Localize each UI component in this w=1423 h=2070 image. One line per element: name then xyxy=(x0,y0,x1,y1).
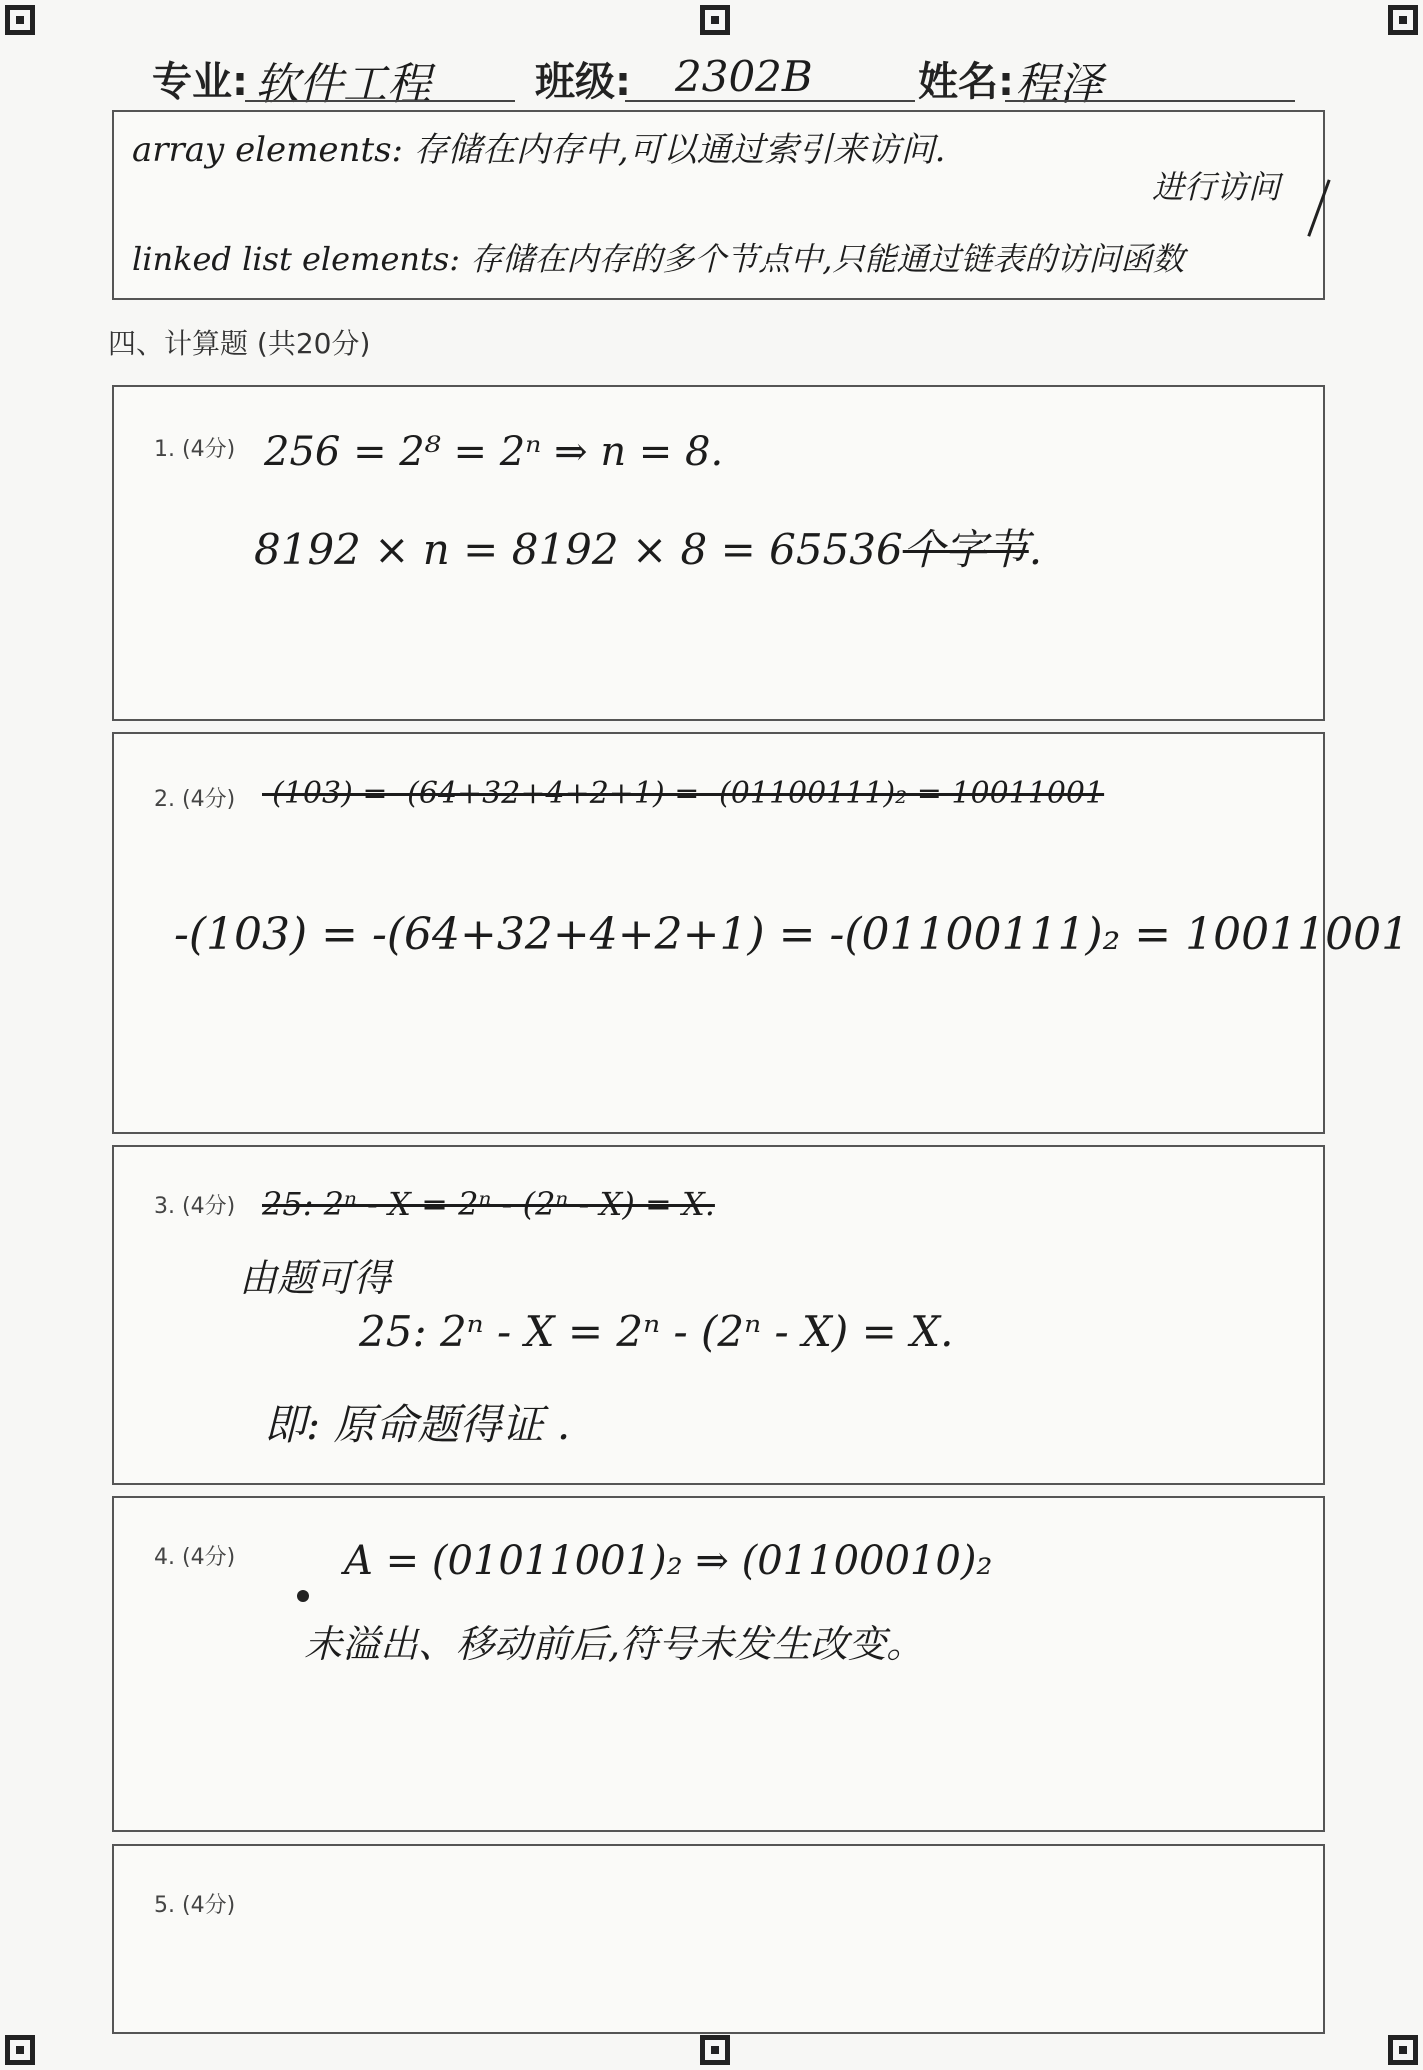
question-1-struck-word: 个字节 xyxy=(902,525,1029,574)
question-4-line-2: 未溢出、移动前后,符号未发生改变。 xyxy=(304,1622,925,1666)
corner-marker-top-left xyxy=(5,5,35,35)
question-2-box xyxy=(112,732,1410,1134)
question-3-label: 3. (4分) xyxy=(154,1194,236,1219)
question-3-line-3: 即: 原命题得证 . xyxy=(264,1400,571,1449)
ink-dot xyxy=(297,1590,309,1602)
question-5-box xyxy=(112,1844,1325,2034)
question-1-label: 1. (4分) xyxy=(154,437,236,462)
question-1-line-1: 256 = 2⁸ = 2ⁿ ⇒ n = 8. xyxy=(264,429,724,475)
question-1-box xyxy=(112,385,1325,721)
question-2-line-1: -(103) = -(64+32+4+2+1) = -(01100111)₂ = 10011001 xyxy=(174,909,1410,960)
corner-marker-top-right xyxy=(1388,5,1418,35)
question-2-label: 2. (4分) xyxy=(154,787,236,812)
question-4-line-1: A = (01011001)₂ ⇒ (01100010)₂ xyxy=(344,1538,993,1584)
section-title: 四、计算题 (共20分) xyxy=(108,327,371,360)
name-label: 姓名: xyxy=(918,59,1014,105)
question-2-struck-line: -(103) = -(64+32+4+2+1) = -(01100111)₂ = 10011001 xyxy=(262,776,1105,811)
class-label: 班级: xyxy=(535,59,631,105)
linked-list-answer: linked list elements: 存储在内存的多个节点中,只能通过链表的访问函数 xyxy=(132,240,1185,278)
question-4-label: 4. (4分) xyxy=(154,1545,236,1570)
major-underline xyxy=(245,100,515,102)
corner-marker-bottom-left xyxy=(5,2035,35,2065)
question-4-box xyxy=(112,1496,1325,1832)
corner-marker-bottom-right xyxy=(1388,2035,1418,2065)
name-underline xyxy=(1005,100,1295,102)
array-elements-answer: array elements: 存储在内存中,可以通过索引来访问. xyxy=(132,130,946,170)
margin-note: 进行访问 xyxy=(1152,168,1281,206)
question-3-line-1: 由题可得 xyxy=(239,1256,392,1300)
answer-box-top xyxy=(112,110,1325,300)
question-1-line-2-main: 8192 × n = 8192 × 8 = 65536 xyxy=(254,525,903,574)
major-label: 专业: xyxy=(152,59,248,105)
name-value: 程泽 xyxy=(1015,59,1103,110)
question-5-label: 5. (4分) xyxy=(154,1893,236,1918)
question-3-line-2: 25: 2ⁿ - X = 2ⁿ - (2ⁿ - X) = X. xyxy=(359,1307,954,1356)
question-3-box xyxy=(112,1145,1325,1485)
class-value: 2302B xyxy=(675,52,813,101)
alignment-marker-top-center xyxy=(700,5,730,35)
question-3-struck-line: 25: 2ⁿ - X = 2ⁿ - (2ⁿ - X) = X. xyxy=(262,1185,715,1223)
alignment-marker-bottom-center xyxy=(700,2035,730,2065)
class-underline xyxy=(625,100,915,102)
question-1-line-2 xyxy=(254,517,1042,577)
major-value: 软件工程 xyxy=(255,59,431,110)
question-1-line-2-tail: . xyxy=(1028,525,1043,574)
